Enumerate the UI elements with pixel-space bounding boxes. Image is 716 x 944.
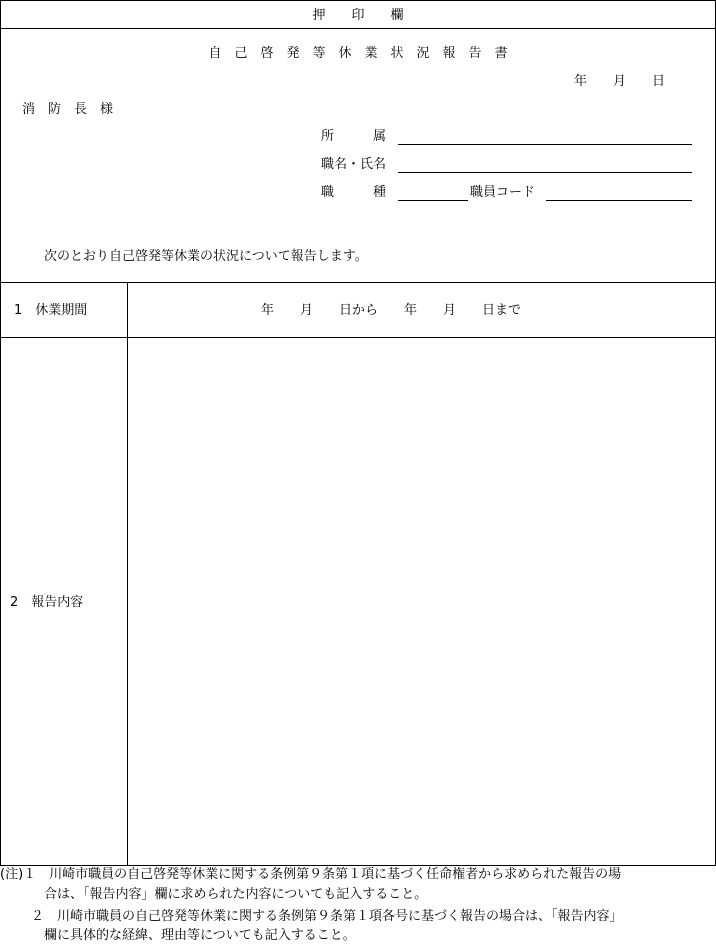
affiliation-label: 所 属 xyxy=(321,129,387,144)
note1-line1: (注)１ 川崎市職員の自己啓発等休業に関する条例第９条第１項に基づく任命権者から求められた報告の場 xyxy=(0,867,622,882)
addressee: 消 防 長 様 xyxy=(22,102,114,117)
form-border-top xyxy=(0,0,716,1)
period-label: 1 休業期間 xyxy=(14,303,88,318)
date-line: 年 月 日 xyxy=(574,74,666,89)
form-border-bottom xyxy=(0,865,716,866)
content-area[interactable] xyxy=(128,338,715,865)
affiliation-field[interactable] xyxy=(398,144,692,145)
name-label: 職名・氏名 xyxy=(321,157,387,172)
job-type-label: 職 種 xyxy=(321,185,387,200)
staff-code-field[interactable] xyxy=(546,200,692,201)
stamp-header: 押 印 欄 xyxy=(312,8,404,23)
content-label: 2 報告内容 xyxy=(10,595,84,610)
divider-form xyxy=(0,282,716,283)
form-border-left xyxy=(0,0,1,866)
note1-line2: 合は、「報告内容」欄に求められた内容についても記入すること。 xyxy=(44,887,428,902)
job-type-field[interactable] xyxy=(398,200,468,201)
name-field[interactable] xyxy=(398,172,692,173)
period-value[interactable]: 年 月 日から 年 月 日まで xyxy=(261,303,522,318)
note2-line2: 欄に具体的な経緯、理由等についても記入すること。 xyxy=(44,928,356,943)
intro-text: 次のとおり自己啓発等休業の状況について報告します。 xyxy=(44,249,368,264)
staff-code-label: 職員コード xyxy=(470,185,536,200)
divider-stamp xyxy=(0,28,716,29)
form-title: 自 己 啓 発 等 休 業 状 況 報 告 書 xyxy=(208,46,508,61)
note2-line1: ２ 川崎市職員の自己啓発等休業に関する条例第９条第１項各号に基づく報告の場合は、「報告内容」 xyxy=(31,909,623,924)
